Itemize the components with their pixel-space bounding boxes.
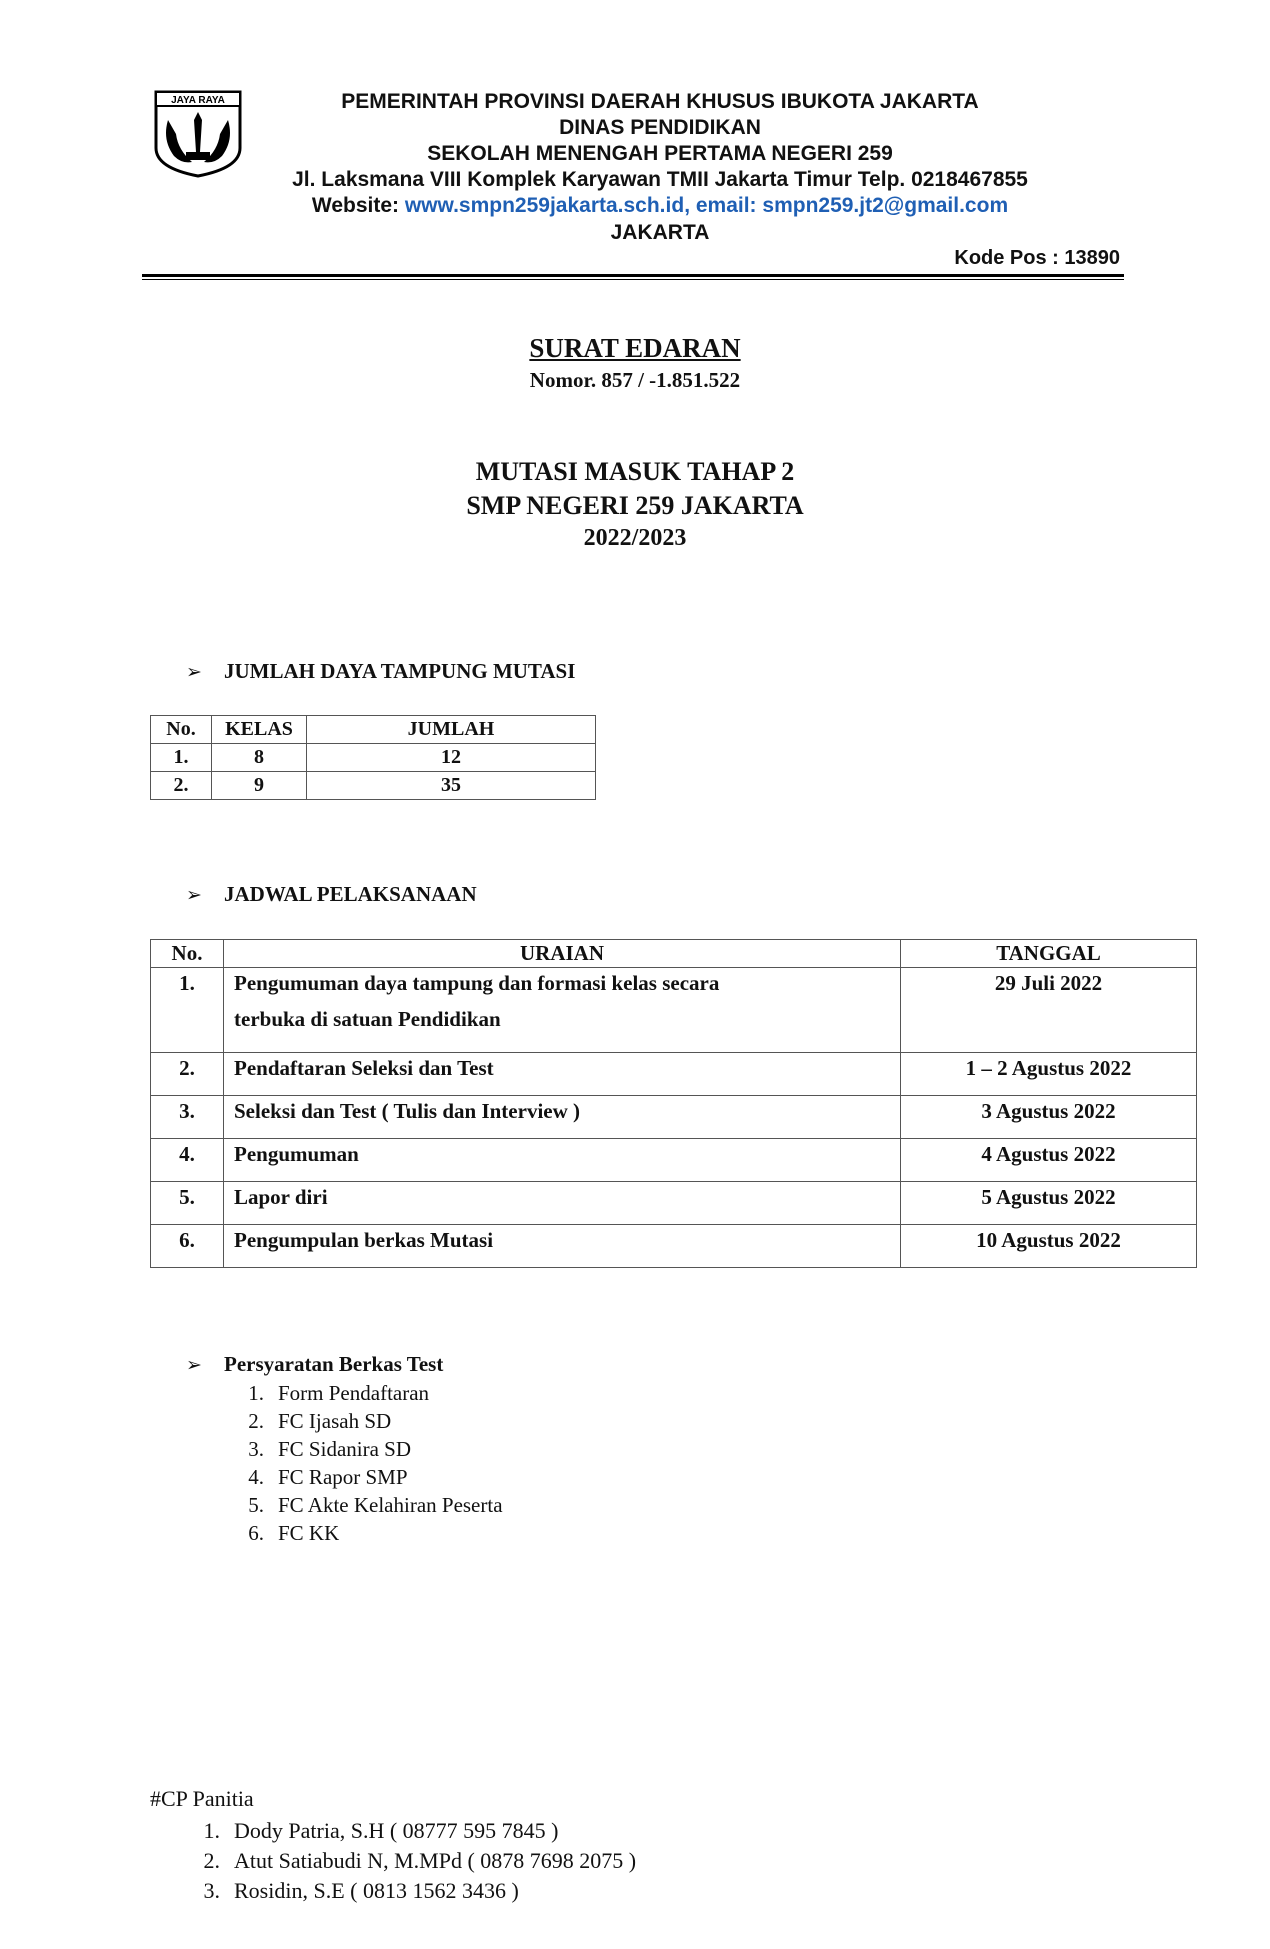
header-address: Jl. Laksmana VIII Komplek Karyawan TMII Jakarta Timur Telp. 0218467855	[292, 168, 1028, 191]
table-cell: 3 Agustus 2022	[901, 1096, 1197, 1139]
capacity-heading	[186, 659, 575, 684]
list-item	[184, 1846, 636, 1876]
list-item	[228, 1435, 503, 1463]
list-text: FC KK	[278, 1521, 340, 1545]
schedule-heading-text: JADWAL PELAKSANAAN	[224, 882, 477, 906]
list-text: Rosidin, S.E ( 0813 1562 3436 )	[234, 1878, 519, 1903]
column-header: JUMLAH	[307, 716, 596, 744]
header-school: SEKOLAH MENENGAH PERTAMA NEGERI 259	[427, 142, 893, 165]
table-cell: 35	[307, 772, 596, 800]
table-cell: Pengumpulan berkas Mutasi	[224, 1225, 901, 1268]
list-text: FC Sidanira SD	[278, 1437, 412, 1461]
list-item	[184, 1816, 636, 1846]
list-number: 3.	[203, 1878, 220, 1903]
table-cell: 1 – 2 Agustus 2022	[901, 1053, 1197, 1096]
table-row	[151, 968, 1197, 1053]
list-number: 3.	[248, 1437, 264, 1461]
table-cell: 5 Agustus 2022	[901, 1182, 1197, 1225]
table-cell: 1.	[151, 968, 224, 1053]
capacity-heading-text: JUMLAH DAYA TAMPUNG MUTASI	[224, 659, 576, 683]
uraian-line: terbuka di satuan Pendidikan	[234, 1007, 501, 1031]
table-row	[151, 1139, 1197, 1182]
list-text: FC Akte Kelahiran Peserta	[278, 1493, 503, 1517]
list-text: Form Pendaftaran	[278, 1381, 430, 1405]
document-title: SURAT EDARAN	[529, 333, 741, 363]
table-cell: Pendaftaran Seleksi dan Test	[224, 1053, 901, 1096]
list-text: Dody Patria, S.H ( 08777 595 7845 )	[234, 1818, 559, 1843]
table-row	[151, 1225, 1197, 1268]
list-number: 5.	[248, 1493, 264, 1517]
table-row	[151, 1182, 1197, 1225]
header-city: JAKARTA	[610, 221, 710, 244]
table-cell: Seleksi dan Test ( Tulis dan Interview )	[224, 1096, 901, 1139]
table-row	[151, 1053, 1197, 1096]
table-cell: 5.	[151, 1182, 224, 1225]
table-row	[151, 1096, 1197, 1139]
email-label: , email:	[684, 194, 763, 217]
requirements-list	[228, 1379, 503, 1547]
contacts-list	[184, 1816, 636, 1906]
header-government: PEMERINTAH PROVINSI DAERAH KHUSUS IBUKOTA JAKARTA	[341, 90, 979, 113]
list-item	[228, 1519, 503, 1547]
table-cell: 4 Agustus 2022	[901, 1139, 1197, 1182]
arrowhead-bullet-icon: ➢	[186, 661, 202, 683]
table-header-row	[151, 716, 596, 744]
table-cell: 12	[307, 744, 596, 772]
list-text: Atut Satiabudi N, M.MPd ( 0878 7698 2075 )	[234, 1848, 637, 1873]
list-item	[184, 1876, 636, 1906]
column-header: TANGGAL	[901, 940, 1197, 968]
arrowhead-bullet-icon: ➢	[186, 884, 202, 906]
list-item	[228, 1407, 503, 1435]
document-number: Nomor. 857 / -1.851.522	[529, 368, 741, 392]
uraian-line: Pengumuman daya tampung dan formasi kelas secara	[234, 971, 720, 995]
table-row	[151, 744, 596, 772]
schedule-table	[150, 939, 1197, 1268]
schedule-heading	[186, 882, 477, 907]
list-number: 6.	[248, 1521, 264, 1545]
website-label: Website:	[311, 194, 405, 217]
postal-code: Kode Pos : 13890	[954, 247, 1120, 269]
table-cell: 10 Agustus 2022	[901, 1225, 1197, 1268]
table-cell: 8	[212, 744, 307, 772]
table-cell: 3.	[151, 1096, 224, 1139]
list-number: 2.	[248, 1409, 264, 1433]
subject-line-1: MUTASI MASUK TAHAP 2	[475, 457, 795, 486]
list-item	[228, 1491, 503, 1519]
letterhead-divider	[142, 274, 1124, 280]
table-cell: 2.	[151, 772, 212, 800]
list-item	[228, 1379, 503, 1407]
table-header-row	[151, 940, 1197, 968]
capacity-table	[150, 715, 596, 800]
column-header: URAIAN	[224, 940, 901, 968]
list-number: 2.	[203, 1848, 220, 1873]
table-cell: 2.	[151, 1053, 224, 1096]
table-cell: 29 Juli 2022	[901, 968, 1197, 1053]
header-department: DINAS PENDIDIKAN	[559, 116, 761, 139]
column-header: KELAS	[212, 716, 307, 744]
table-cell: Lapor diri	[224, 1182, 901, 1225]
logo-text: JAYA RAYA	[171, 95, 225, 106]
header-contact	[260, 193, 1060, 219]
table-cell	[224, 968, 901, 1053]
jakarta-crest-icon	[152, 90, 244, 178]
table-row	[151, 772, 596, 800]
subject-line-2: SMP NEGERI 259 JAKARTA	[466, 491, 804, 520]
contacts-heading: #CP Panitia	[150, 1786, 254, 1811]
list-number: 1.	[203, 1818, 220, 1843]
table-cell: 9	[212, 772, 307, 800]
table-cell: 4.	[151, 1139, 224, 1182]
table-cell: Pengumuman	[224, 1139, 901, 1182]
column-header: No.	[151, 940, 224, 968]
subject-year: 2022/2023	[583, 525, 687, 551]
list-item	[228, 1463, 503, 1491]
list-number: 1.	[248, 1381, 264, 1405]
requirements-heading-text: Persyaratan Berkas Test	[224, 1352, 444, 1376]
email-link[interactable]: smpn259.jt2@gmail.com	[762, 194, 1009, 217]
list-number: 4.	[248, 1465, 264, 1489]
table-cell: 1.	[151, 744, 212, 772]
arrowhead-bullet-icon: ➢	[186, 1354, 202, 1376]
list-text: FC Ijasah SD	[278, 1409, 392, 1433]
website-link[interactable]: www.smpn259jakarta.sch.id	[404, 194, 685, 217]
column-header: No.	[151, 716, 212, 744]
requirements-heading	[186, 1352, 443, 1377]
table-cell: 6.	[151, 1225, 224, 1268]
list-text: FC Rapor SMP	[278, 1465, 408, 1489]
